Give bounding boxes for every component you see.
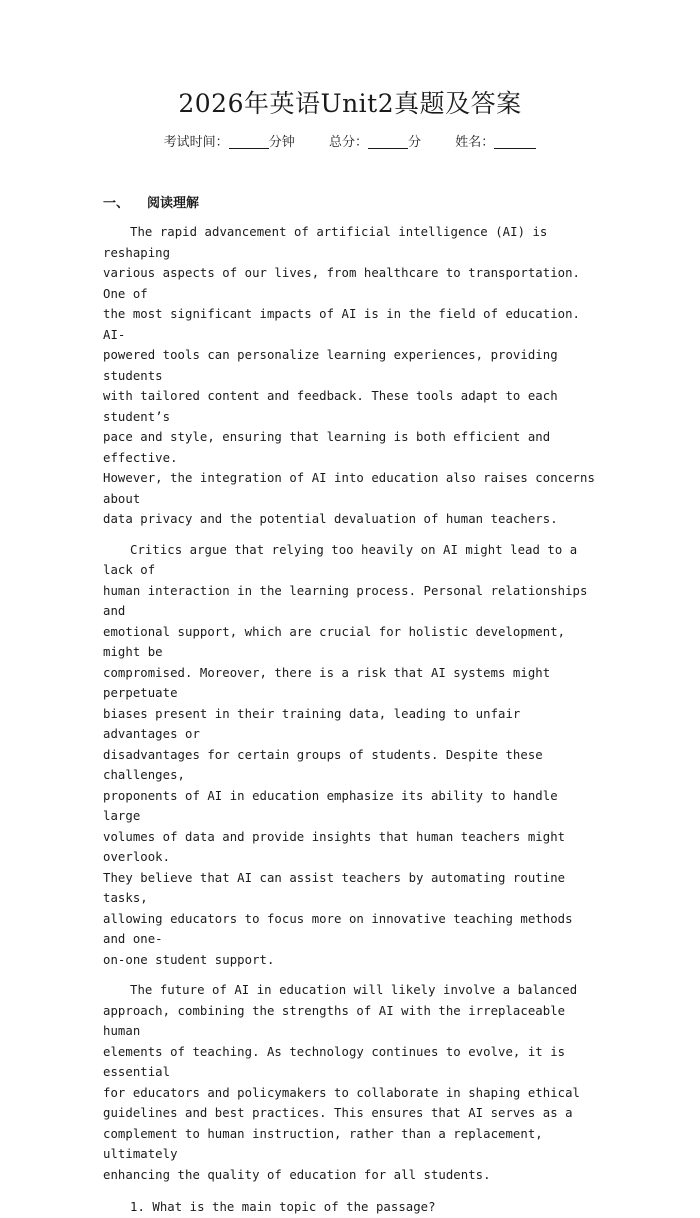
section-heading [103, 192, 199, 211]
section-number: 一、 [103, 196, 130, 211]
passage-paragraph-3: The future of AI in education will likely involve a balanced approach, combining the strengths of AI with the irreplaceable human elements of teaching. As technology continues to evolve, it is essential for educators and policymakers to collaborate in shaping ethical guidelines and best practices. This ensures that AI serves as a complement to human instruction, rather than a replacement, ultimately enhancing the quality of education for all students. [103, 983, 581, 1182]
name-blank [494, 134, 536, 149]
document-title: 2026年英语Unit2真题及答案 [178, 89, 522, 118]
name-label: 姓名： [455, 135, 495, 150]
passage-paragraph-2: Critics argue that relying too heavily on AI might lead to a lack of human interaction in the learning process. Personal relationships and emotional support, which are crucial for holistic development, might be compromised. Moreover, there is a risk that AI systems might perpetuate biases present in their training data, leading to unfair advantages or disadvantages for certain groups of students. Despite these challenges, proponents of AI in education emphasize its ability to handle large volumes of data and provide insights that human teachers might overlook. They believe that AI can assist teachers by automating routine tasks, allowing educators to focus more on innovative teaching methods and one- on-one student support. [103, 542, 588, 967]
time-unit: 分钟 [268, 135, 295, 150]
score-label: 总分： [328, 135, 368, 150]
section-title: 阅读理解 [147, 196, 200, 211]
score-blank [368, 134, 408, 149]
passage-paragraph-1: The rapid advancement of artificial intelligence (AI) is reshaping various aspects of our lives, from healthcare to transportation. One of the most significant impacts of AI is in the field of education. AI- powered tools can personalize learning experiences, providing students with tailored content and feedback. These tools adapt to each student’s pace and style, ensuring that learning is both efficient and effective. However, the integration of AI into education also raises concerns about data privacy and the potential devaluation of human teachers. [103, 225, 595, 526]
score-unit: 分 [408, 135, 422, 150]
time-label: 考试时间： [163, 135, 229, 150]
time-blank [229, 134, 269, 149]
exam-info-line [0, 131, 700, 150]
question-1: 1. What is the main topic of the passage? [130, 1200, 436, 1214]
reading-passage [103, 222, 600, 1218]
